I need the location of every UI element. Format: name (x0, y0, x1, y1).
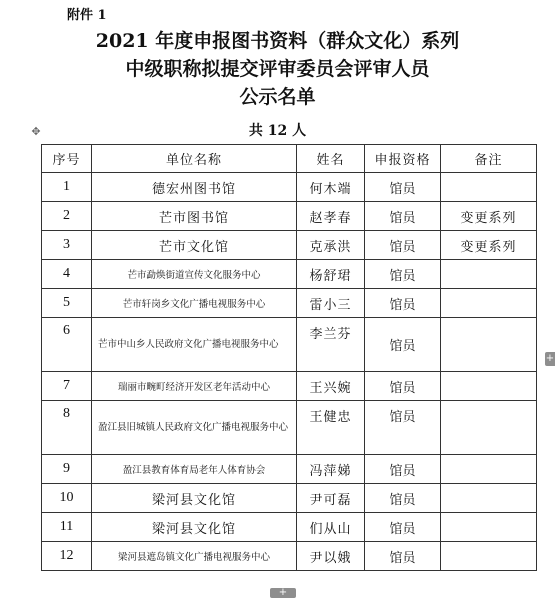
col-header-qual: 申报资格 (365, 145, 441, 173)
row-note (441, 372, 537, 401)
row-qual: 馆员 (365, 372, 441, 401)
row-name: 克承洪 (297, 231, 365, 260)
row-unit: 芒市勐焕街道宣传文化服务中心 (92, 260, 297, 289)
row-qual: 馆员 (365, 484, 441, 513)
row-note (441, 260, 537, 289)
title-line-1: 2021 年度申报图书资料（群众文化）系列 (95, 30, 460, 52)
row-qual: 馆员 (365, 318, 441, 372)
row-unit: 芒市文化馆 (92, 231, 297, 260)
row-no: 2 (42, 202, 92, 231)
row-unit: 德宏州图书馆 (92, 173, 297, 202)
row-unit: 芒市图书馆 (92, 202, 297, 231)
row-note (441, 484, 537, 513)
row-name: 何木端 (297, 173, 365, 202)
table-row (42, 372, 537, 401)
row-no: 6 (42, 318, 92, 372)
row-name: 冯萍娣 (297, 455, 365, 484)
roster-table (41, 144, 537, 571)
row-qual: 馆员 (365, 231, 441, 260)
row-qual: 馆员 (365, 513, 441, 542)
table-row (42, 289, 537, 318)
row-name: 王健忠 (297, 401, 365, 455)
row-name: 李兰芬 (297, 318, 365, 372)
table-row (42, 173, 537, 202)
row-unit: 芒市中山乡人民政府文化广播电视服务中心 (92, 318, 297, 372)
row-name: 尹可磊 (297, 484, 365, 513)
table-row (42, 455, 537, 484)
table-row (42, 231, 537, 260)
table-row (42, 202, 537, 231)
add-row-plus-icon[interactable]: + (270, 588, 296, 598)
row-unit: 芒市轩岗乡文化广播电视服务中心 (92, 289, 297, 318)
row-unit: 盈江县旧城镇人民政府文化广播电视服务中心 (92, 401, 297, 455)
row-note (441, 289, 537, 318)
row-no: 7 (42, 372, 92, 401)
table-row (42, 401, 537, 455)
row-note (441, 513, 537, 542)
table-row (42, 318, 537, 372)
row-unit: 梁河县遮岛镇文化广播电视服务中心 (92, 542, 297, 571)
row-no: 4 (42, 260, 92, 289)
row-qual: 馆员 (365, 542, 441, 571)
row-no: 3 (42, 231, 92, 260)
add-column-plus-icon[interactable]: + (545, 353, 555, 364)
row-qual: 馆员 (365, 401, 441, 455)
row-no: 11 (42, 513, 92, 542)
row-no: 8 (42, 401, 92, 455)
row-name: 王兴婉 (297, 372, 365, 401)
row-no: 5 (42, 289, 92, 318)
row-no: 9 (42, 455, 92, 484)
col-header-name: 姓名 (297, 145, 365, 173)
row-name: 雷小三 (297, 289, 365, 318)
row-note (441, 401, 537, 455)
row-note (441, 173, 537, 202)
row-qual: 馆员 (365, 173, 441, 202)
col-header-no: 序号 (42, 145, 92, 173)
title-line-2: 中级职称拟提交评审委员会评审人员 (125, 58, 430, 80)
move-icon[interactable]: ✥ (31, 125, 41, 138)
row-name: 赵孝春 (297, 202, 365, 231)
table-header-row (42, 145, 537, 173)
row-unit: 盈江县教育体育局老年人体育协会 (92, 455, 297, 484)
row-no: 10 (42, 484, 92, 513)
attachment-label: 附件 1 (67, 8, 107, 23)
col-header-unit: 单位名称 (92, 145, 297, 173)
row-qual: 馆员 (365, 289, 441, 318)
title-line-3: 公示名单 (239, 86, 316, 108)
row-name: 尹以娥 (297, 542, 365, 571)
row-unit: 瑞丽市畹町经济开发区老年活动中心 (92, 372, 297, 401)
table-row (42, 484, 537, 513)
table-row (42, 542, 537, 571)
row-no: 12 (42, 542, 92, 571)
row-note: 变更系列 (441, 202, 537, 231)
row-note (441, 455, 537, 484)
row-note: 变更系列 (441, 231, 537, 260)
row-no: 1 (42, 173, 92, 202)
row-name: 们从山 (297, 513, 365, 542)
row-unit: 梁河县文化馆 (92, 484, 297, 513)
row-qual: 馆员 (365, 455, 441, 484)
row-note (441, 318, 537, 372)
row-name: 杨舒珺 (297, 260, 365, 289)
col-header-note: 备注 (441, 145, 537, 173)
row-qual: 馆员 (365, 202, 441, 231)
row-note (441, 542, 537, 571)
table-row (42, 513, 537, 542)
row-qual: 馆员 (365, 260, 441, 289)
table-row (42, 260, 537, 289)
total-count: 共 12 人 (248, 123, 307, 139)
row-unit: 梁河县文化馆 (92, 513, 297, 542)
